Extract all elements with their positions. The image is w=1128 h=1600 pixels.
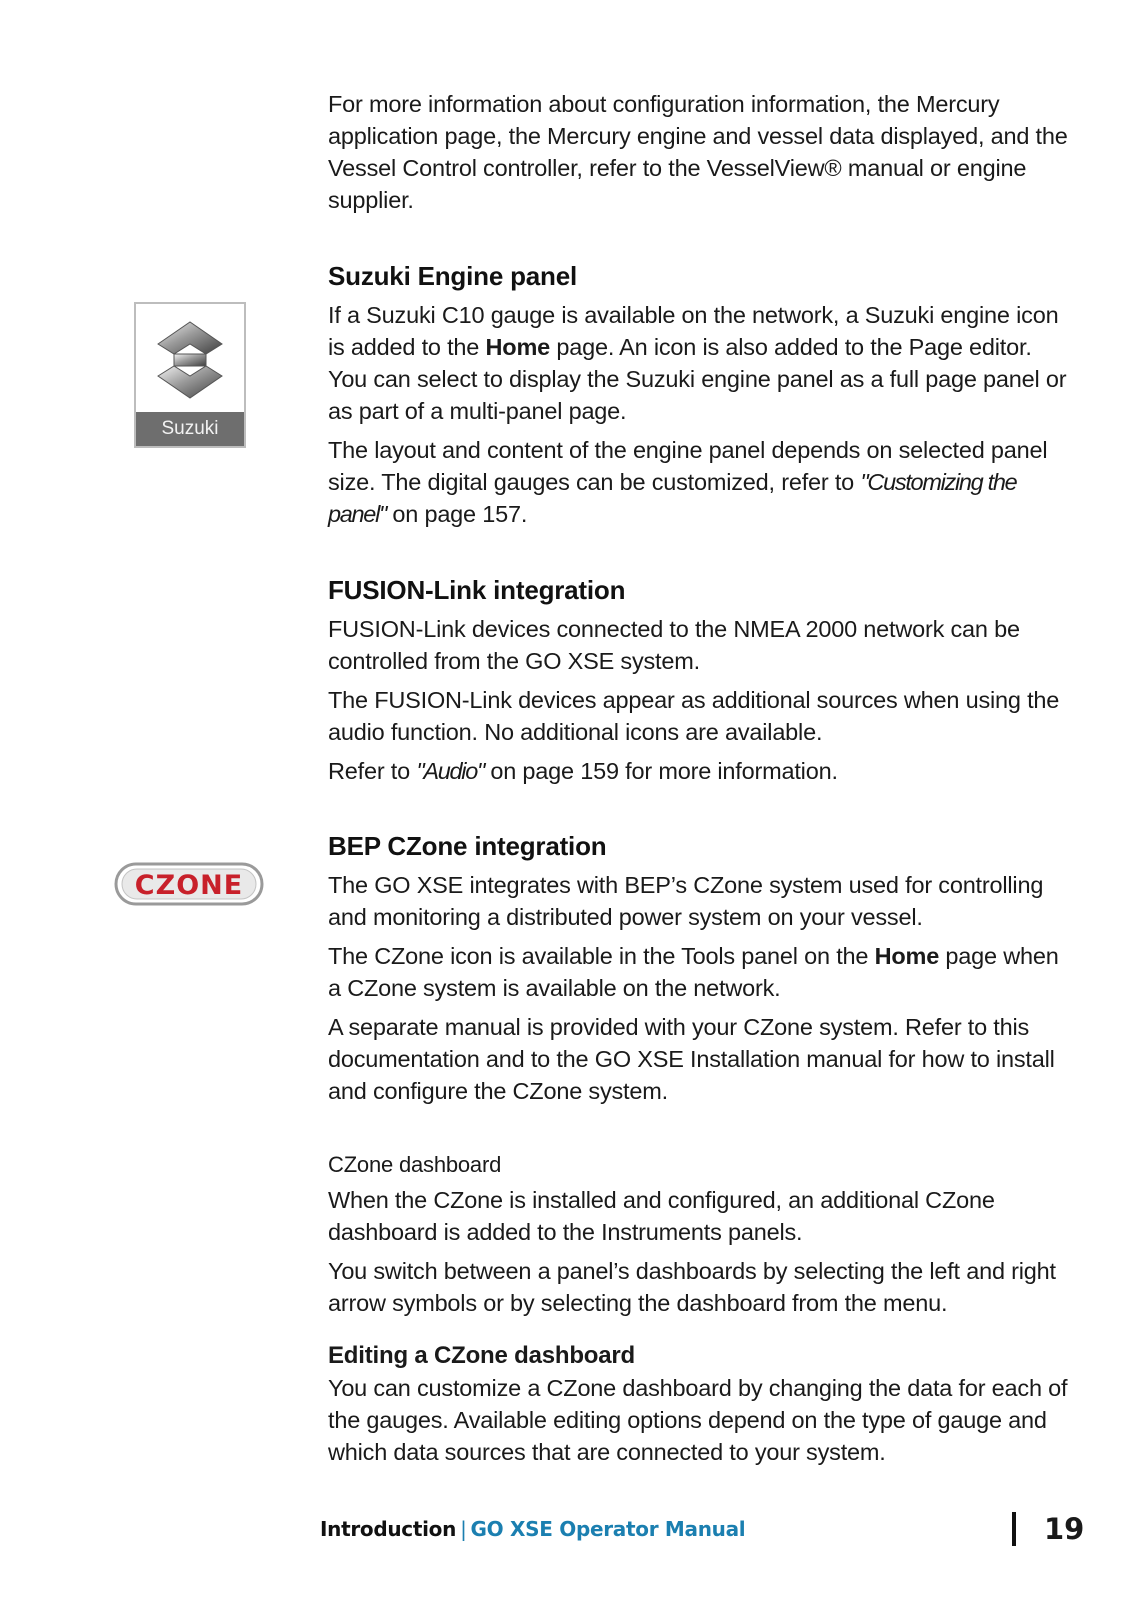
suzuki-paragraph-1: If a Suzuki C10 gauge is available on the network, a Suzuki engine icon is added to the Home page. An icon is also added to the Page editor. You can select to display the Suzuki engine panel as a full page panel or as part of a multi-panel page.: [328, 302, 1067, 424]
dashboard-paragraph-2: You switch between a panel’s dashboards by selecting the left and right arrow symbols or by selecting the dashboard from the menu.: [328, 1258, 1056, 1316]
footer-section: Introduction: [320, 1517, 457, 1541]
suzuki-icon-label: Suzuki: [136, 412, 244, 446]
czone-paragraph-3: A separate manual is provided with your CZone system. Refer to this documentation and to the GO XSE Installation manual for how to install and configure the CZone system.: [328, 1014, 1055, 1104]
page-footer: [320, 1517, 745, 1541]
footer-separator: |: [460, 1517, 467, 1541]
dashboard-paragraph-1: When the CZone is installed and configured, an additional CZone dashboard is added to the Instruments panels.: [328, 1187, 995, 1245]
suzuki-paragraph-2: The layout and content of the engine panel depends on selected panel size. The digital gauges can be customized, refer to "Customizing the panel" on page 157.: [328, 437, 1048, 527]
main-content: [328, 88, 1068, 1475]
fusion-paragraph-2: The FUSION-Link devices appear as additional sources when using the audio function. No additional icons are available.: [328, 687, 1060, 745]
czone-logo-text: CZONE: [134, 870, 244, 901]
home-bold: Home: [874, 943, 940, 969]
suzuki-app-icon: [134, 302, 246, 448]
suzuki-heading: Suzuki Engine panel: [328, 261, 578, 291]
czone-heading: BEP CZone integration: [328, 831, 607, 861]
page-number-divider: [1012, 1512, 1016, 1546]
fusion-paragraph-1: FUSION-Link devices connected to the NMEA 2000 network can be controlled from the GO XSE system.: [328, 616, 1020, 674]
czone-logo-icon: [114, 862, 264, 906]
editing-paragraph-1: You can customize a CZone dashboard by changing the data for each of the gauges. Available editing options depend on the type of gauge and which data sources that are connected to your system.: [328, 1375, 1068, 1465]
customizing-panel-link[interactable]: "Customizing the panel": [328, 469, 1017, 527]
fusion-heading: FUSION-Link integration: [328, 575, 626, 605]
czone-paragraph-2: The CZone icon is available in the Tools panel on the Home page when a CZone system is available on the network.: [328, 943, 1059, 1001]
fusion-paragraph-3: Refer to "Audio" on page 159 for more information.: [328, 758, 838, 784]
home-bold: Home: [485, 334, 551, 360]
dashboard-heading: CZone dashboard: [328, 1152, 502, 1177]
audio-link[interactable]: "Audio": [416, 758, 485, 784]
suzuki-logo-icon: [150, 318, 230, 402]
footer-manual-title: GO XSE Operator Manual: [470, 1517, 746, 1541]
page-number: 19: [1044, 1512, 1085, 1546]
czone-paragraph-1: The GO XSE integrates with BEP’s CZone system used for controlling and monitoring a distributed power system on your vessel.: [328, 872, 1044, 930]
intro-paragraph: For more information about configuration information, the Mercury application page, the Mercury engine and vessel data displayed, and the Vessel Control controller, refer to the VesselView® manual or engine supplier.: [328, 91, 1068, 213]
editing-heading: Editing a CZone dashboard: [328, 1342, 636, 1369]
